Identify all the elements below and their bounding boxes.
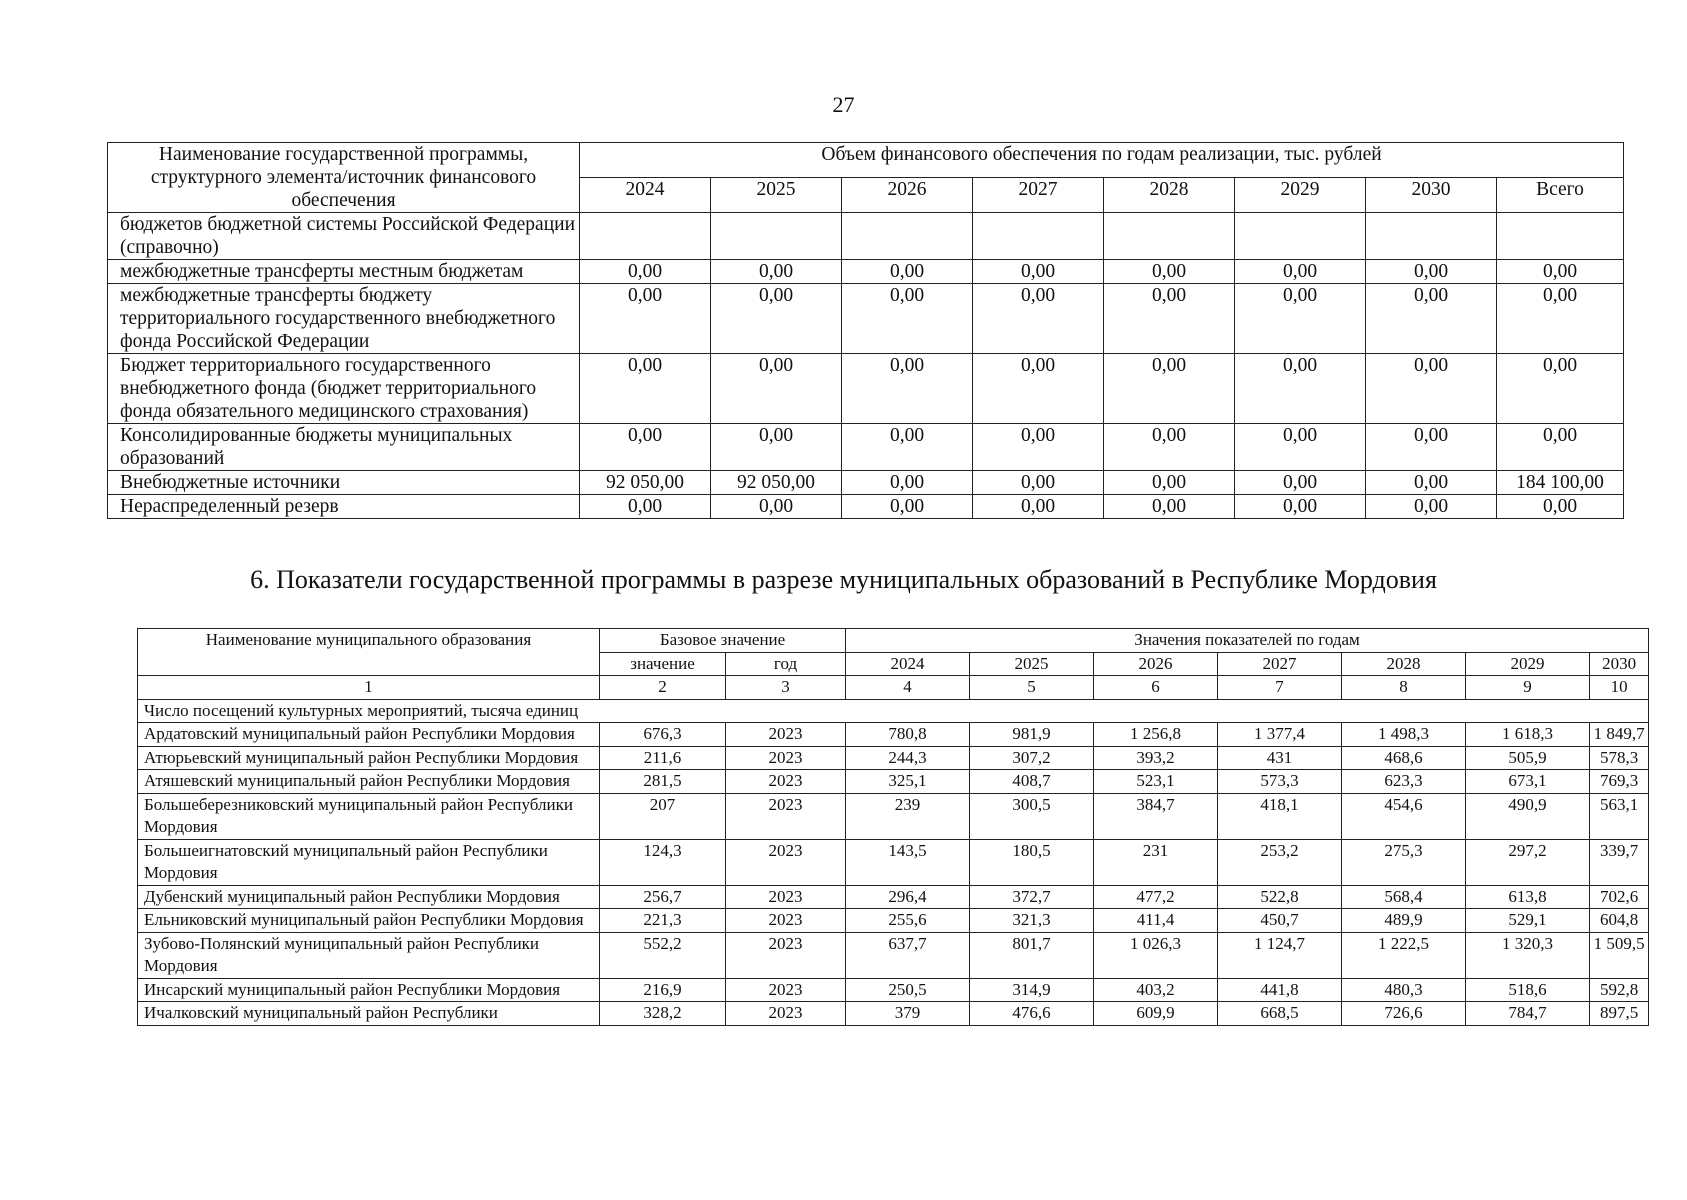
- finance-cell: [1497, 213, 1624, 260]
- finance-cell: 0,00: [842, 495, 973, 519]
- indicators-row-name: Ичалковский муниципальный район Республики: [138, 1002, 600, 1026]
- indicators-row: [138, 885, 1649, 909]
- finance-row: [108, 424, 1624, 471]
- finance-cell: 0,00: [973, 424, 1104, 471]
- finance-cell: 0,00: [1104, 354, 1235, 424]
- indicators-cell: 2023: [726, 885, 846, 909]
- finance-year-header: 2028: [1104, 178, 1235, 213]
- indicators-cell: 981,9: [970, 723, 1094, 747]
- indicators-row: [138, 793, 1649, 839]
- indicators-row-name: Большеигнатовский муниципальный район Республики Мордовия: [138, 839, 600, 885]
- indicators-row-name: Атюрьевский муниципальный район Республики Мордовия: [138, 746, 600, 770]
- indicators-cell: 676,3: [600, 723, 726, 747]
- indicators-column-number: 4: [846, 676, 970, 700]
- finance-cell: 0,00: [1235, 354, 1366, 424]
- finance-year-header: 2030: [1366, 178, 1497, 213]
- indicators-header-row: [138, 629, 1649, 653]
- indicators-cell: 441,8: [1218, 978, 1342, 1002]
- finance-year-header: 2026: [842, 178, 973, 213]
- indicators-cell: 702,6: [1590, 885, 1649, 909]
- indicators-cell: 505,9: [1466, 746, 1590, 770]
- finance-cell: 0,00: [973, 471, 1104, 495]
- indicators-cell: 784,7: [1466, 1002, 1590, 1026]
- indicators-cell: 379: [846, 1002, 970, 1026]
- indicators-cell: 573,3: [1218, 770, 1342, 794]
- indicators-cell: 250,5: [846, 978, 970, 1002]
- indicators-cell: 256,7: [600, 885, 726, 909]
- indicators-cell: 281,5: [600, 770, 726, 794]
- page-number: 27: [832, 92, 855, 117]
- finance-cell: 0,00: [1366, 424, 1497, 471]
- indicators-cell: 476,6: [970, 1002, 1094, 1026]
- finance-cell: 0,00: [973, 354, 1104, 424]
- indicators-cell: 307,2: [970, 746, 1094, 770]
- indicators-cell: 403,2: [1094, 978, 1218, 1002]
- indicators-cell: 578,3: [1590, 746, 1649, 770]
- indicators-column-number: 1: [138, 676, 600, 700]
- finance-cell: 0,00: [711, 260, 842, 284]
- indicators-row-name: Дубенский муниципальный район Республики Мордовия: [138, 885, 600, 909]
- finance-row-name: Консолидированные бюджеты муниципальных образований: [108, 424, 580, 471]
- indicators-column-number: 8: [1342, 676, 1466, 700]
- indicators-cell: 384,7: [1094, 793, 1218, 839]
- finance-cell: 0,00: [1366, 495, 1497, 519]
- indicators-cell: 393,2: [1094, 746, 1218, 770]
- finance-cell: [1235, 213, 1366, 260]
- indicators-cell: 143,5: [846, 839, 970, 885]
- indicators-cell: 518,6: [1466, 978, 1590, 1002]
- finance-cell: 0,00: [1366, 284, 1497, 354]
- indicators-cell: 2023: [726, 932, 846, 978]
- finance-cell: 0,00: [1235, 471, 1366, 495]
- indicators-cell: 253,2: [1218, 839, 1342, 885]
- indicators-column-number: 3: [726, 676, 846, 700]
- finance-cell: 0,00: [973, 284, 1104, 354]
- indicators-column-number: 2: [600, 676, 726, 700]
- finance-year-header: 2025: [711, 178, 842, 213]
- indicators-cell: 2023: [726, 746, 846, 770]
- indicators-year-header: 2025: [970, 652, 1094, 676]
- indicators-cell: 2023: [726, 723, 846, 747]
- indicators-cell: 300,5: [970, 793, 1094, 839]
- indicators-cell: 552,2: [600, 932, 726, 978]
- indicators-cell: 668,5: [1218, 1002, 1342, 1026]
- finance-row-name: бюджетов бюджетной системы Российской Федерации (справочно): [108, 213, 580, 260]
- indicators-row: [138, 746, 1649, 770]
- indicators-cell: 1 320,3: [1466, 932, 1590, 978]
- finance-cell: 0,00: [1104, 495, 1235, 519]
- finance-cell: 0,00: [1366, 260, 1497, 284]
- indicators-cell: 623,3: [1342, 770, 1466, 794]
- indicators-cell: 231: [1094, 839, 1218, 885]
- finance-cell: 0,00: [1497, 424, 1624, 471]
- indicators-cell: 673,1: [1466, 770, 1590, 794]
- indicators-year-header: 2029: [1466, 652, 1590, 676]
- finance-cell: 0,00: [1104, 260, 1235, 284]
- finance-cell: 0,00: [1497, 260, 1624, 284]
- finance-cell: 0,00: [711, 424, 842, 471]
- indicators-row: [138, 909, 1649, 933]
- indicators-cell: 522,8: [1218, 885, 1342, 909]
- indicators-cell: 328,2: [600, 1002, 726, 1026]
- indicators-cell: 613,8: [1466, 885, 1590, 909]
- indicators-cell: 2023: [726, 770, 846, 794]
- finance-cell: 0,00: [580, 495, 711, 519]
- finance-row-name: межбюджетные трансферты местным бюджетам: [108, 260, 580, 284]
- indicators-cell: 1 618,3: [1466, 723, 1590, 747]
- indicators-cell: 1 124,7: [1218, 932, 1342, 978]
- finance-cell: 0,00: [1497, 354, 1624, 424]
- finance-row-name: Внебюджетные источники: [108, 471, 580, 495]
- finance-cell: [1366, 213, 1497, 260]
- indicators-cell: 275,3: [1342, 839, 1466, 885]
- finance-cell: 0,00: [1235, 284, 1366, 354]
- finance-cell: [1104, 213, 1235, 260]
- finance-cell: 0,00: [842, 260, 973, 284]
- indicators-cell: 489,9: [1342, 909, 1466, 933]
- finance-cell: 0,00: [1497, 495, 1624, 519]
- indicators-cell: 726,6: [1342, 1002, 1466, 1026]
- indicators-cell: 609,9: [1094, 1002, 1218, 1026]
- finance-cell: 0,00: [580, 354, 711, 424]
- indicators-cell: 1 256,8: [1094, 723, 1218, 747]
- indicators-cell: 339,7: [1590, 839, 1649, 885]
- finance-cell: 0,00: [973, 260, 1104, 284]
- indicators-row-name: Атяшевский муниципальный район Республики Мордовия: [138, 770, 600, 794]
- indicators-cell: 454,6: [1342, 793, 1466, 839]
- indicators-row: [138, 723, 1649, 747]
- indicators-cell: 1 222,5: [1342, 932, 1466, 978]
- finance-row: [108, 213, 1624, 260]
- finance-cell: 0,00: [842, 284, 973, 354]
- finance-cell: 0,00: [1366, 471, 1497, 495]
- indicators-row: [138, 932, 1649, 978]
- indicators-cell: 1 849,7: [1590, 723, 1649, 747]
- indicators-cell: 418,1: [1218, 793, 1342, 839]
- indicators-row-name: Большеберезниковский муниципальный район Республики Мордовия: [138, 793, 600, 839]
- indicators-cell: 239: [846, 793, 970, 839]
- finance-cell: 0,00: [842, 424, 973, 471]
- finance-cell: 0,00: [1235, 495, 1366, 519]
- indicators-cell: 408,7: [970, 770, 1094, 794]
- finance-year-header: 2024: [580, 178, 711, 213]
- indicators-row-name: Инсарский муниципальный район Республики Мордовия: [138, 978, 600, 1002]
- finance-header-row: [108, 143, 1624, 178]
- indicators-header-base: Базовое значение: [600, 629, 846, 653]
- finance-row: [108, 260, 1624, 284]
- indicators-row: [138, 1002, 1649, 1026]
- indicators-cell: 1 026,3: [1094, 932, 1218, 978]
- finance-cell: 0,00: [1104, 284, 1235, 354]
- indicators-cell: 325,1: [846, 770, 970, 794]
- finance-year-header: 2027: [973, 178, 1104, 213]
- finance-row: [108, 471, 1624, 495]
- indicators-cell: 211,6: [600, 746, 726, 770]
- indicators-cell: 604,8: [1590, 909, 1649, 933]
- finance-cell: [842, 213, 973, 260]
- indicators-cell: 480,3: [1342, 978, 1466, 1002]
- indicators-cell: 468,6: [1342, 746, 1466, 770]
- indicators-cell: 490,9: [1466, 793, 1590, 839]
- indicators-cell: 769,3: [1590, 770, 1649, 794]
- indicators-year-header: 2024: [846, 652, 970, 676]
- indicators-cell: 1 509,5: [1590, 932, 1649, 978]
- indicators-header-base-year: год: [726, 652, 846, 676]
- indicators-cell: 221,3: [600, 909, 726, 933]
- indicators-cell: 477,2: [1094, 885, 1218, 909]
- finance-header-name: Наименование государственной программы, структурного элемента/источник финансового обеспечения: [108, 143, 580, 213]
- indicators-header-name: Наименование муниципального образования: [138, 629, 600, 676]
- indicators-cell: 180,5: [970, 839, 1094, 885]
- indicators-header-years-group: Значения показателей по годам: [846, 629, 1649, 653]
- indicators-group-label: Число посещений культурных мероприятий, тысяча единиц: [138, 699, 1649, 723]
- finance-row: [108, 495, 1624, 519]
- indicators-cell: 801,7: [970, 932, 1094, 978]
- finance-row: [108, 284, 1624, 354]
- finance-cell: 0,00: [1235, 260, 1366, 284]
- indicators-row: [138, 839, 1649, 885]
- section-title: 6. Показатели государственной программы в разрезе муниципальных образований в Республике Мордовия: [250, 565, 1437, 594]
- indicators-column-number: 6: [1094, 676, 1218, 700]
- indicators-cell: 2023: [726, 839, 846, 885]
- indicators-cell: 563,1: [1590, 793, 1649, 839]
- indicators-row-name: Зубово-Полянский муниципальный район Республики Мордовия: [138, 932, 600, 978]
- indicators-header-base-value: значение: [600, 652, 726, 676]
- indicators-cell: 255,6: [846, 909, 970, 933]
- indicators-cell: 1 498,3: [1342, 723, 1466, 747]
- finance-cell: 0,00: [711, 354, 842, 424]
- finance-cell: 92 050,00: [711, 471, 842, 495]
- indicators-cell: 2023: [726, 909, 846, 933]
- finance-cell: 92 050,00: [580, 471, 711, 495]
- indicators-cell: 529,1: [1466, 909, 1590, 933]
- indicators-group-row: [138, 699, 1649, 723]
- indicators-cell: 780,8: [846, 723, 970, 747]
- indicators-cell: 1 377,4: [1218, 723, 1342, 747]
- finance-cell: 0,00: [580, 284, 711, 354]
- indicators-cell: 372,7: [970, 885, 1094, 909]
- finance-cell: 0,00: [711, 284, 842, 354]
- indicators-cell: 637,7: [846, 932, 970, 978]
- indicators-column-number: 9: [1466, 676, 1590, 700]
- finance-cell: [580, 213, 711, 260]
- indicators-cell: 297,2: [1466, 839, 1590, 885]
- finance-cell: 0,00: [580, 260, 711, 284]
- indicators-cell: 592,8: [1590, 978, 1649, 1002]
- indicators-column-number: 10: [1590, 676, 1649, 700]
- finance-table: [107, 142, 1624, 519]
- indicators-column-number: 5: [970, 676, 1094, 700]
- finance-cell: 184 100,00: [1497, 471, 1624, 495]
- finance-cell: 0,00: [842, 471, 973, 495]
- finance-cell: [711, 213, 842, 260]
- indicators-column-number-row: [138, 676, 1649, 700]
- finance-row-name: Бюджет территориального государственного внебюджетного фонда (бюджет территориального фонда обязательного медицинского страхования): [108, 354, 580, 424]
- indicators-year-header: 2030: [1590, 652, 1649, 676]
- finance-year-header: 2029: [1235, 178, 1366, 213]
- indicators-row-name: Ельниковский муниципальный район Республики Мордовия: [138, 909, 600, 933]
- indicators-cell: 523,1: [1094, 770, 1218, 794]
- indicators-year-header: 2028: [1342, 652, 1466, 676]
- finance-cell: 0,00: [580, 424, 711, 471]
- indicators-column-number: 7: [1218, 676, 1342, 700]
- indicators-cell: 244,3: [846, 746, 970, 770]
- finance-cell: 0,00: [1366, 354, 1497, 424]
- indicators-cell: 431: [1218, 746, 1342, 770]
- indicators-year-header: 2027: [1218, 652, 1342, 676]
- indicators-cell: 2023: [726, 793, 846, 839]
- indicators-cell: 216,9: [600, 978, 726, 1002]
- indicators-row: [138, 770, 1649, 794]
- indicators-row-name: Ардатовский муниципальный район Республики Мордовия: [138, 723, 600, 747]
- indicators-year-header: 2026: [1094, 652, 1218, 676]
- finance-cell: 0,00: [1104, 471, 1235, 495]
- finance-cell: 0,00: [973, 495, 1104, 519]
- indicators-cell: 897,5: [1590, 1002, 1649, 1026]
- indicators-table: [137, 628, 1649, 1026]
- indicators-cell: 314,9: [970, 978, 1094, 1002]
- finance-header-group: Объем финансового обеспечения по годам реализации, тыс. рублей: [580, 143, 1624, 178]
- indicators-row: [138, 978, 1649, 1002]
- finance-row-name: Нераспределенный резерв: [108, 495, 580, 519]
- indicators-cell: 568,4: [1342, 885, 1466, 909]
- finance-cell: 0,00: [711, 495, 842, 519]
- indicators-cell: 207: [600, 793, 726, 839]
- finance-row: [108, 354, 1624, 424]
- indicators-cell: 450,7: [1218, 909, 1342, 933]
- finance-year-header: Всего: [1497, 178, 1624, 213]
- finance-cell: [973, 213, 1104, 260]
- finance-cell: 0,00: [1497, 284, 1624, 354]
- finance-row-name: межбюджетные трансферты бюджету территориального государственного внебюджетного фонда Российской Федерации: [108, 284, 580, 354]
- indicators-cell: 2023: [726, 1002, 846, 1026]
- indicators-cell: 2023: [726, 978, 846, 1002]
- finance-cell: 0,00: [1104, 424, 1235, 471]
- indicators-cell: 321,3: [970, 909, 1094, 933]
- finance-cell: 0,00: [1235, 424, 1366, 471]
- indicators-cell: 124,3: [600, 839, 726, 885]
- indicators-cell: 411,4: [1094, 909, 1218, 933]
- finance-cell: 0,00: [842, 354, 973, 424]
- indicators-cell: 296,4: [846, 885, 970, 909]
